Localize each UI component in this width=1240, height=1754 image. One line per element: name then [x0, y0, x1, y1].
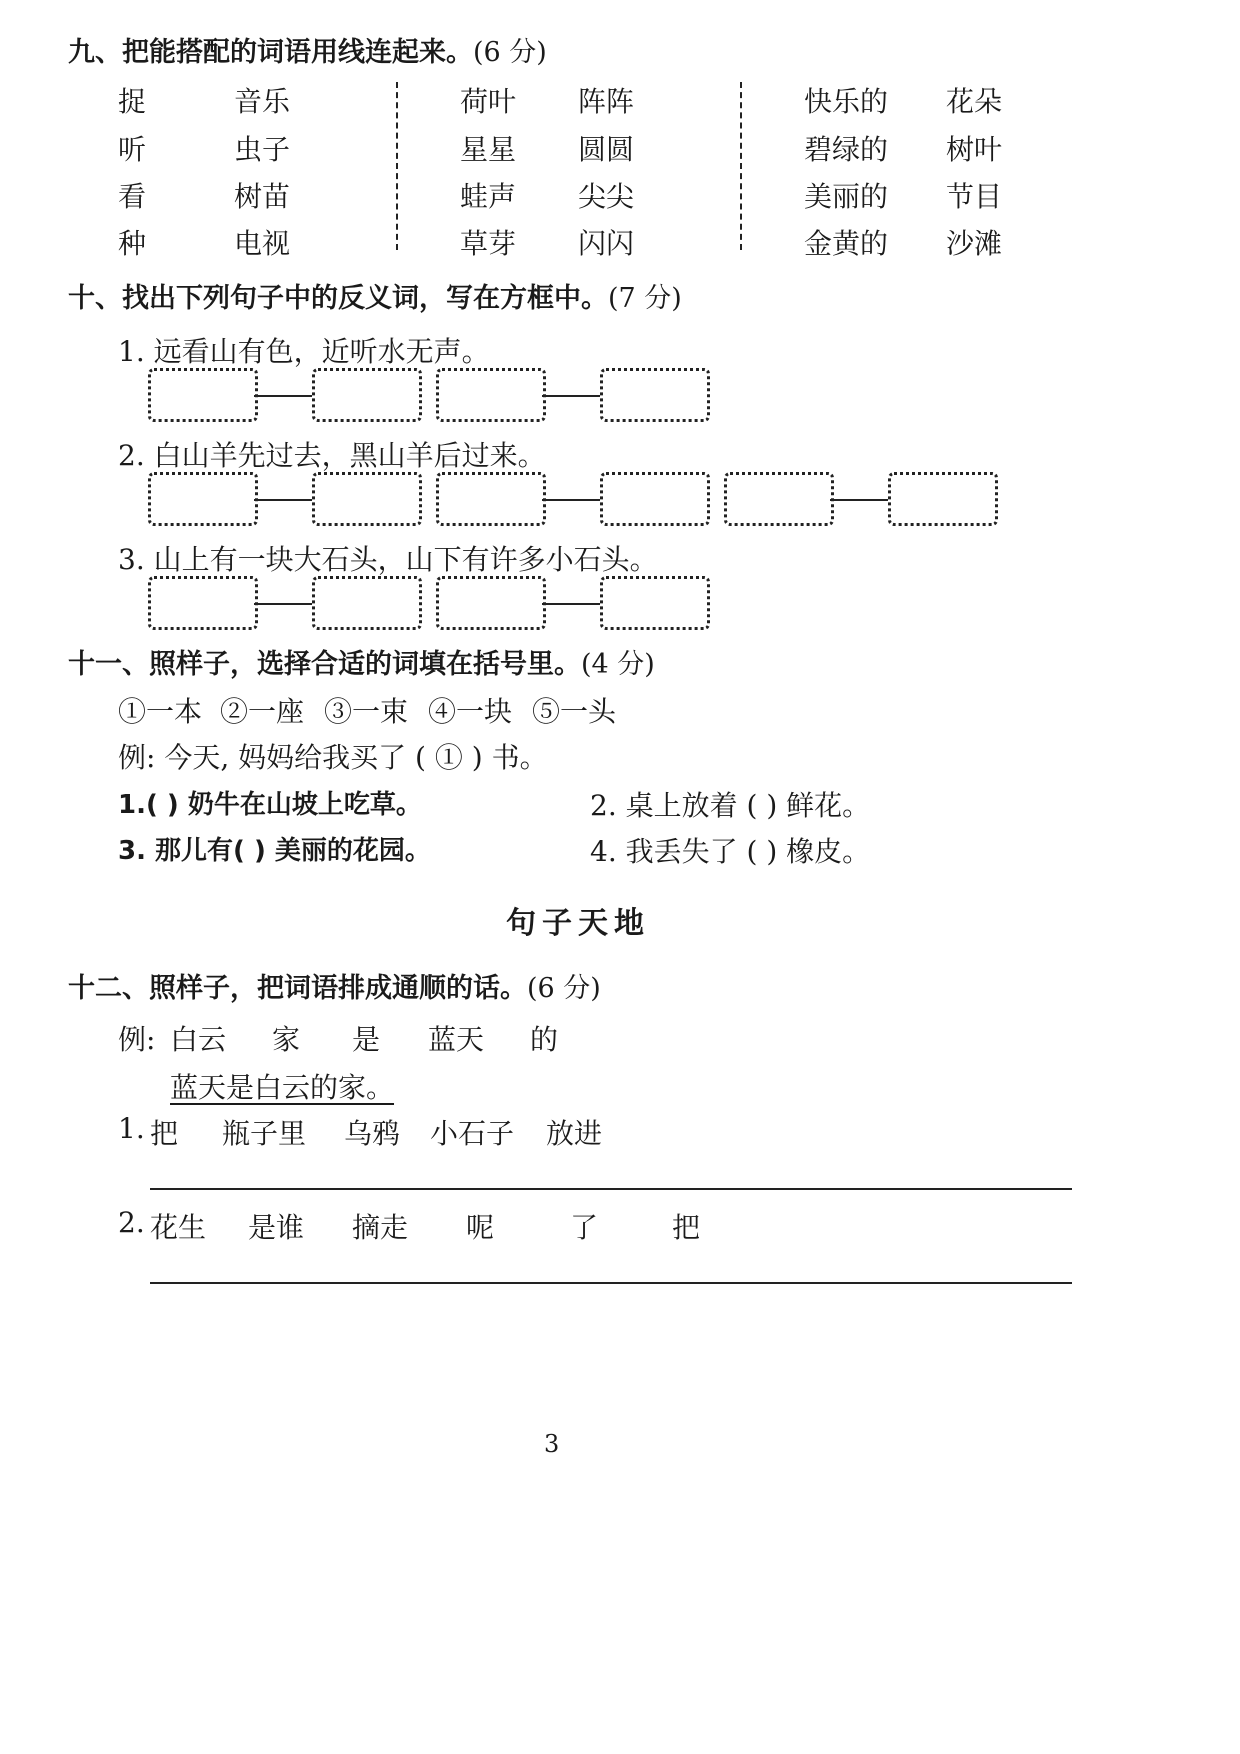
sec10-sentence-1: 1. 远看山有色，近听水无声。	[118, 335, 490, 368]
g3-left-4: 金黄的	[804, 227, 889, 260]
dash	[254, 499, 312, 501]
example-answer: 蓝天是白云的家。	[170, 1071, 395, 1104]
sec9-heading	[68, 30, 547, 69]
option-5: ⑤一头	[532, 695, 617, 728]
q1-word: 瓶子里	[222, 1117, 307, 1150]
g2-right-1: 阵阵	[578, 85, 635, 118]
sec11-q4: 4. 我丢失了 ( ) 橡皮。	[590, 835, 871, 868]
dash	[254, 603, 312, 605]
sec12-title: 十二、照样子，把词语排成通顺的话。	[68, 973, 527, 1004]
answer-box[interactable]	[600, 472, 710, 526]
answer-box[interactable]	[312, 368, 422, 422]
sec12-score: (6 分)	[527, 973, 601, 1004]
answer-box[interactable]	[600, 576, 710, 630]
q2-word: 摘走	[352, 1211, 409, 1244]
sec10-title: 十、找出下列句子中的反义词，写在方框中。	[68, 283, 608, 314]
answer-box[interactable]	[436, 368, 546, 422]
dash	[542, 603, 600, 605]
q2-word: 了	[570, 1211, 599, 1244]
g3-left-2: 碧绿的	[804, 133, 889, 166]
answer-line-2[interactable]	[150, 1282, 1072, 1284]
sec12-example-label: 例:	[118, 1023, 156, 1056]
dash	[830, 499, 888, 501]
sec12-heading	[68, 966, 601, 1005]
example-word: 是	[352, 1023, 381, 1056]
g2-left-3: 蛙声	[460, 180, 517, 213]
sec11-q1: 1.( ) 奶牛在山坡上吃草。	[118, 790, 422, 820]
sec9-title: 九、把能搭配的词语用线连起来。	[68, 37, 473, 68]
section-title: 句子天地	[506, 906, 650, 941]
sec11-q3: 3. 那儿有( ) 美丽的花园。	[118, 836, 431, 866]
g1-right-3: 树苗	[234, 180, 291, 213]
q2-word: 呢	[466, 1211, 495, 1244]
g2-right-2: 圆圆	[578, 133, 635, 166]
g1-right-4: 电视	[234, 227, 291, 260]
option-3: ③一束	[324, 695, 409, 728]
answer-box[interactable]	[312, 576, 422, 630]
answer-box[interactable]	[436, 472, 546, 526]
sec11-score: (4 分)	[581, 649, 655, 680]
answer-line-1[interactable]	[150, 1188, 1072, 1190]
g2-left-1: 荷叶	[460, 85, 517, 118]
separator-2	[740, 82, 742, 250]
g3-right-2: 树叶	[946, 133, 1003, 166]
g2-right-4: 闪闪	[578, 227, 635, 260]
sec11-title: 十一、照样子，选择合适的词填在括号里。	[68, 649, 581, 680]
g1-left-4: 种	[118, 227, 147, 260]
q2-word: 是谁	[248, 1211, 305, 1244]
q1-word: 把	[150, 1117, 179, 1150]
g3-right-4: 沙滩	[946, 227, 1003, 260]
q2-number: 2.	[118, 1206, 145, 1239]
sec9-score: (6 分)	[473, 37, 547, 68]
answer-box[interactable]	[148, 472, 258, 526]
answer-box[interactable]	[312, 472, 422, 526]
sec11-heading	[68, 642, 655, 681]
g3-left-1: 快乐的	[804, 85, 889, 118]
g3-right-3: 节目	[946, 180, 1003, 213]
answer-box[interactable]	[148, 368, 258, 422]
answer-box[interactable]	[436, 576, 546, 630]
sec10-sentence-2: 2. 白山羊先过去，黑山羊后过来。	[118, 439, 546, 472]
example-word: 家	[272, 1023, 301, 1056]
separator-1	[396, 82, 398, 250]
example-word: 白云	[170, 1023, 227, 1056]
q1-word: 乌鸦	[344, 1117, 401, 1150]
answer-box[interactable]	[724, 472, 834, 526]
answer-box[interactable]	[600, 368, 710, 422]
g1-left-2: 听	[118, 133, 147, 166]
g2-left-2: 星星	[460, 133, 517, 166]
dash	[542, 499, 600, 501]
sec10-heading	[68, 276, 682, 315]
example-word: 的	[530, 1023, 559, 1056]
example-word: 蓝天	[428, 1023, 485, 1056]
q1-word: 小石子	[430, 1117, 515, 1150]
q1-word: 放进	[546, 1117, 603, 1150]
g1-right-2: 虫子	[234, 133, 291, 166]
g1-left-1: 捉	[118, 85, 147, 118]
q1-number: 1.	[118, 1112, 145, 1145]
q2-word: 把	[672, 1211, 701, 1244]
answer-box[interactable]	[148, 576, 258, 630]
q2-word: 花生	[150, 1211, 207, 1244]
g1-left-3: 看	[118, 180, 147, 213]
dash	[254, 395, 312, 397]
option-1: ①一本	[118, 695, 203, 728]
g3-right-1: 花朵	[946, 85, 1003, 118]
sec10-sentence-3: 3. 山上有一块大石头，山下有许多小石头。	[118, 543, 658, 576]
sec10-score: (7 分)	[608, 283, 682, 314]
page-number: 3	[544, 1430, 560, 1458]
sec11-q2: 2. 桌上放着 ( ) 鲜花。	[590, 789, 871, 822]
answer-box[interactable]	[888, 472, 998, 526]
dash	[542, 395, 600, 397]
g1-right-1: 音乐	[234, 85, 291, 118]
option-4: ④一块	[428, 695, 513, 728]
g3-left-3: 美丽的	[804, 180, 889, 213]
sec11-example: 例: 今天, 妈妈给我买了 ( ① ) 书。	[118, 741, 548, 774]
g2-right-3: 尖尖	[578, 180, 635, 213]
g2-left-4: 草芽	[460, 227, 517, 260]
option-2: ②一座	[220, 695, 305, 728]
